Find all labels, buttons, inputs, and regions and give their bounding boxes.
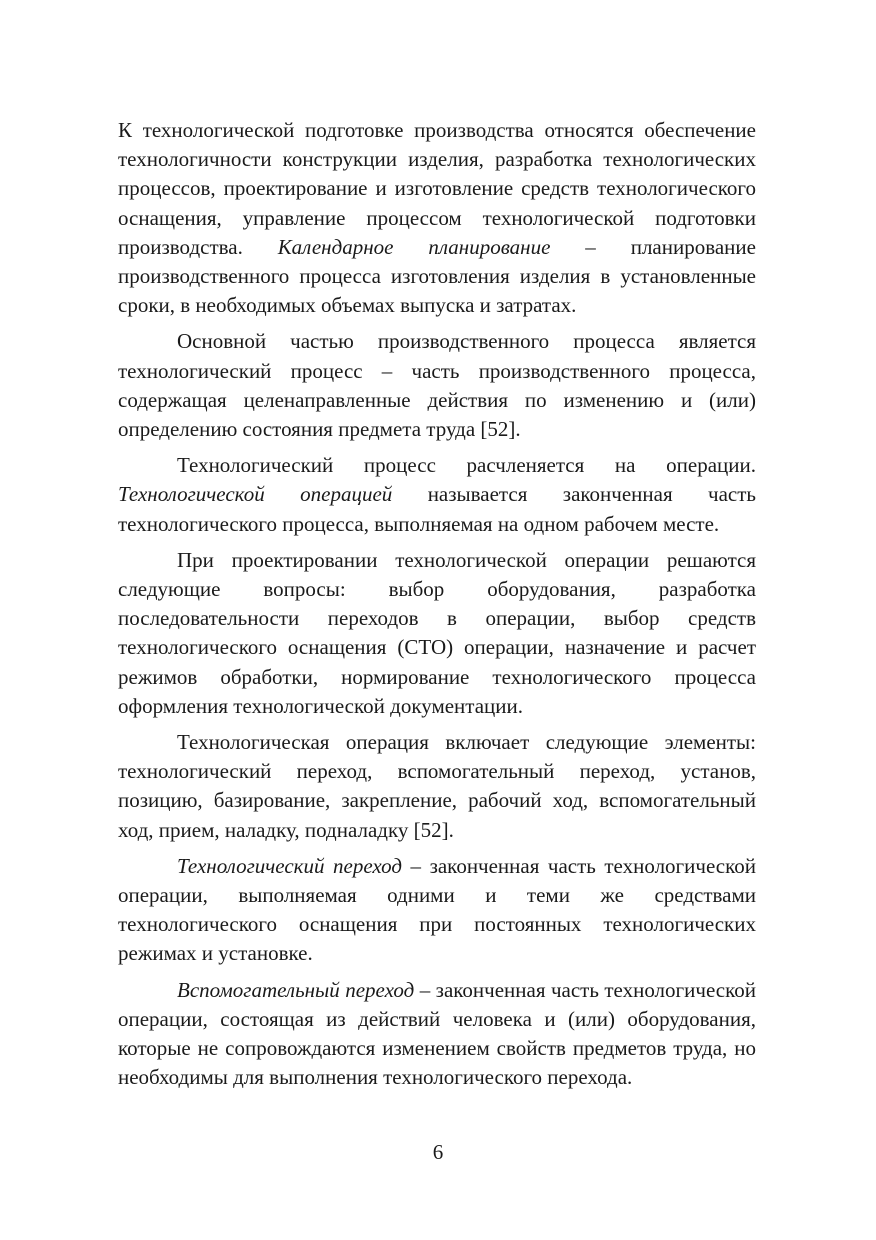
paragraph-3 xyxy=(118,451,756,539)
p6-term-tech-transition: Технологический переход xyxy=(177,853,403,878)
p7-term-aux-transition: Вспомогательный переход xyxy=(177,977,415,1002)
p3-text-a: Технологический процесс расчленяется на операции. xyxy=(177,453,756,478)
p3-text-b: называется законченная часть технологического процесса, выполняемая на одном рабочем месте. xyxy=(118,482,756,536)
p6-text: – законченная часть технологической операции, выполняемая одними и теми же средствами технологического оснащения при постоянных технологических режимах и установке. xyxy=(118,853,756,966)
paragraph-1 xyxy=(118,116,756,320)
p1-text-a: К технологической подготовке производства относятся обеспечение технологичности конструкции изделия, разработка технологических процессов, проектирование и изготовление средств технологического оснащения, управление процессом технологической подготовки производства. xyxy=(118,118,756,259)
paragraph-7 xyxy=(118,976,756,1093)
p2-text: Основной частью производственного процесса является технологический процесс – часть производственного процесса, содержащая целенаправленные действия по изменению и (или) определению состояния предмета труда [52]. xyxy=(118,329,756,442)
paragraph-4 xyxy=(118,546,756,721)
body-text xyxy=(118,116,756,1100)
paragraph-2 xyxy=(118,327,756,444)
p1-term-calendar-planning: Календарное планирование xyxy=(277,234,551,259)
p3-term-tech-operation: Технологической операцией xyxy=(118,482,393,507)
page-number: 6 xyxy=(432,1140,444,1164)
p1-text-b: – планирование производственного процесса изготовления изделия в установленные сроки, в необходимых объемах выпуска и затратах. xyxy=(118,234,756,318)
paragraph-5 xyxy=(118,728,756,845)
p4-text: При проектировании технологической операции решаются следующие вопросы: выбор оборудования, разработка последовательности переходов в операции, выбор средств технологического оснащения (СТО) операции, назначение и расчет режимов обработки, нормирование технологического процесса оформления технологической документации. xyxy=(118,547,756,718)
p5-text: Технологическая операция включает следующие элементы: технологический переход, вспомогательный переход, установ, позицию, базирование, закрепление, рабочий ход, вспомогательный ход, прием, наладку, подналадку [52]. xyxy=(118,730,756,842)
paragraph-6 xyxy=(118,852,756,969)
p7-text: – законченная часть технологической операции, состоящая из действий человека и (или) оборудования, которые не сопровождаются изменением свойств предметов труда, но необходимы для выполнения технологического перехода. xyxy=(118,977,756,1090)
